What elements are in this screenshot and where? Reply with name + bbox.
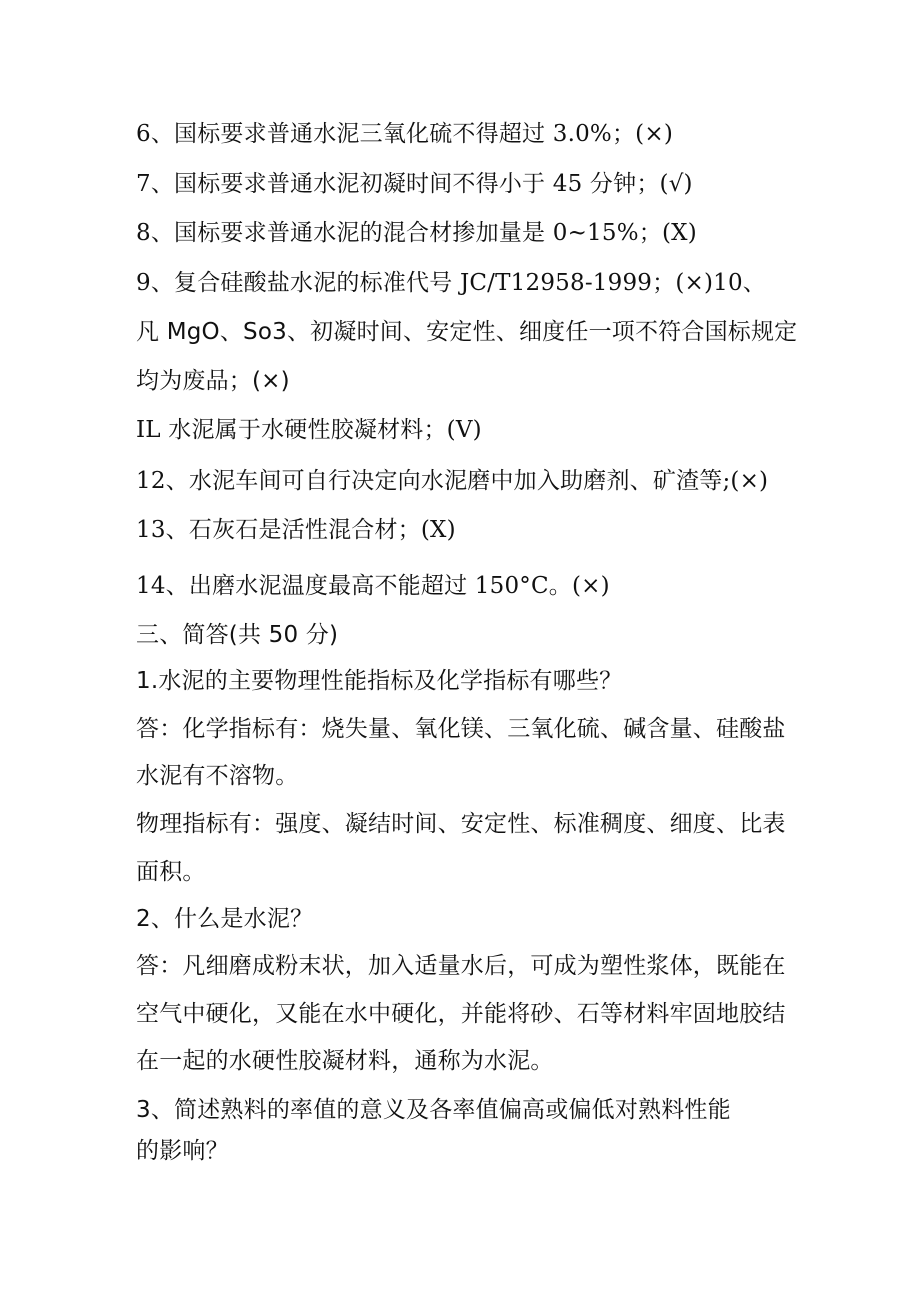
text-line: 14、出磨水泥温度最高不能超过 150°C。(×) <box>136 573 610 599</box>
answer-line: 答：化学指标有：烧失量、氧化镁、三氧化硫、碱含量、硅酸盐 <box>136 716 786 742</box>
text-line: 12、水泥车间可自行决定向水泥磨中加入助磨剂、矿渣等;(×) <box>136 468 769 494</box>
text-line: IL 水泥属于水硬性胶凝材料；(V) <box>136 417 482 443</box>
question: 的影响？ <box>136 1138 229 1164</box>
text-line: 13、石灰石是活性混合材；(X) <box>136 517 456 543</box>
answer-line: 空气中硬化，又能在水中硬化，并能将砂、石等材料牢固地胶结 <box>136 1001 786 1027</box>
question: 1.水泥的主要物理性能指标及化学指标有哪些？ <box>136 668 623 694</box>
text-line: 6、国标要求普通水泥三氧化硫不得超过 3.0%；(×) <box>136 121 673 147</box>
text-line: 9、复合硅酸盐水泥的标准代号 JC/T12958-1999；(×)10、 <box>136 270 767 296</box>
question: 2、什么是水泥？ <box>136 906 314 932</box>
question: 3、简述熟料的率值的意义及各率值偏高或偏低对熟料性能 <box>136 1097 731 1123</box>
answer-line: 在一起的水硬性胶凝材料，通称为水泥。 <box>136 1048 554 1074</box>
text-line: 8、国标要求普通水泥的混合材掺加量是 0~15%；(X) <box>136 220 697 246</box>
text-line: 7、国标要求普通水泥初凝时间不得小于 45 分钟；(√) <box>136 171 693 197</box>
answer-line: 答：凡细磨成粉末状，加入适量水后，可成为塑性浆体，既能在 <box>136 953 786 979</box>
text-line: 均为废品；(×) <box>136 368 290 394</box>
section-heading: 三、简答(共 50 分) <box>136 622 339 648</box>
answer-line: 面积。 <box>136 859 206 885</box>
answer-line: 物理指标有：强度、凝结时间、安定性、标准稠度、细度、比表 <box>136 811 786 837</box>
text-line: 凡 MgO、So3、初凝时间、安定性、细度任一项不符合国标规定 <box>136 319 798 345</box>
answer-line: 水泥有不溶物。 <box>136 763 299 789</box>
